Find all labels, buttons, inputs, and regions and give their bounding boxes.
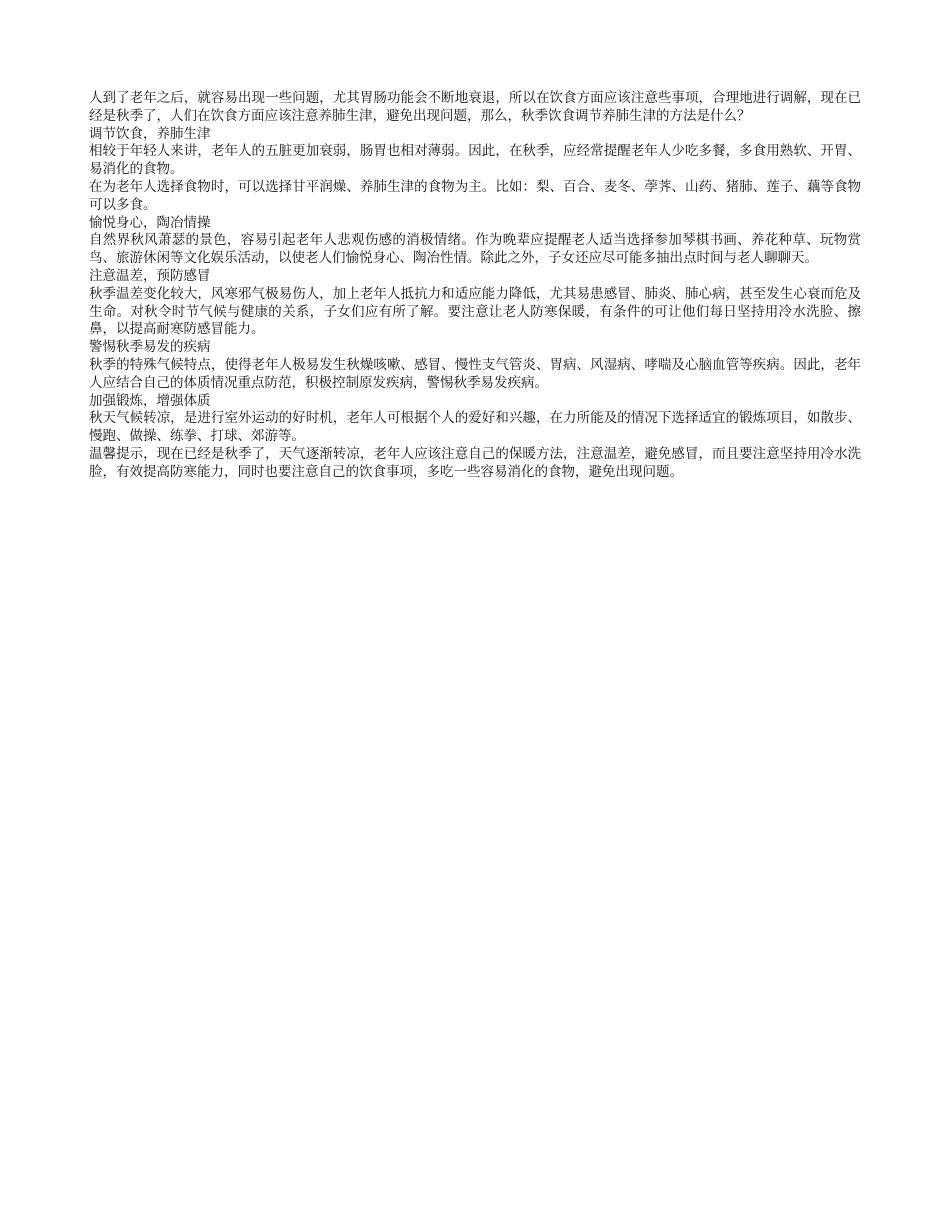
section-paragraph-cold: 秋季温差变化较大，风寒邪气极易伤人，加上老年人抵抗力和适应能力降低，尤其易患感冒、肺炎、肺心病，甚至发生心衰而危及生命。对秋令时节气候与健康的关系，子女们应有所了解。要注意让老人防寒保暖，有条件的可让他们每日坚持用冷水洗脸、擦鼻，以提高耐寒防感冒能力。 xyxy=(89,285,861,338)
section-paragraph-diet-2: 在为老年人选择食物时，可以选择甘平润燥、养肺生津的食物为主。比如：梨、百合、麦冬、荸荠、山药、猪肺、莲子、藕等食物可以多食。 xyxy=(89,178,861,213)
section-paragraph-diet-1: 相较于年轻人来讲，老年人的五脏更加衰弱，肠胃也相对薄弱。因此，在秋季，应经常提醒老年人少吃多餐，多食用熟软、开胃、易消化的食物。 xyxy=(89,143,861,178)
section-heading-diet: 调节饮食，养肺生津 xyxy=(89,125,211,142)
section-paragraph-disease: 秋季的特殊气候特点，使得老年人极易发生秋燥咳嗽、感冒、慢性支气管炎、胃病、风湿病、哮喘及心脑血管等疾病。因此，老年人应结合自己的体质情况重点防范，积极控制原发疾病，警惕秋季易发疾病。 xyxy=(89,356,861,391)
article-body xyxy=(89,90,861,482)
section-heading-exercise: 加强锻炼，增强体质 xyxy=(89,392,211,409)
section-paragraph-exercise: 秋天气候转凉，是进行室外运动的好时机，老年人可根据个人的爱好和兴趣，在力所能及的情况下选择适宜的锻炼项目，如散步、慢跑、做操、练拳、打球、郊游等。 xyxy=(89,410,861,445)
closing-paragraph: 温馨提示，现在已经是秋季了，天气逐渐转凉，老年人应该注意自己的保暖方法，注意温差，避免感冒，而且要注意坚持用冷水洗脸，有效提高防寒能力，同时也要注意自己的饮食事项，多吃一些容易消化的食物，避免出现问题。 xyxy=(89,445,861,480)
section-heading-disease: 警惕秋季易发的疾病 xyxy=(89,339,211,356)
section-heading-mood: 愉悦身心，陶冶情操 xyxy=(89,214,211,231)
intro-paragraph: 人到了老年之后，就容易出现一些问题，尤其胃肠功能会不断地衰退，所以在饮食方面应该注意些事项，合理地进行调解，现在已经是秋季了，人们在饮食方面应该注意养肺生津，避免出现问题，那么，秋季饮食调节养肺生津的方法是什么？ xyxy=(89,90,861,124)
section-paragraph-mood: 自然界秋风萧瑟的景色，容易引起老年人悲观伤感的消极情绪。作为晚辈应提醒老人适当选择参加琴棋书画、养花种草、玩物赏鸟、旅游休闲等文化娱乐活动，以使老人们愉悦身心、陶冶性情。除此之外，子女还应尽可能多抽出点时间与老人聊聊天。 xyxy=(89,232,861,267)
section-heading-cold: 注意温差，预防感冒 xyxy=(89,267,211,284)
